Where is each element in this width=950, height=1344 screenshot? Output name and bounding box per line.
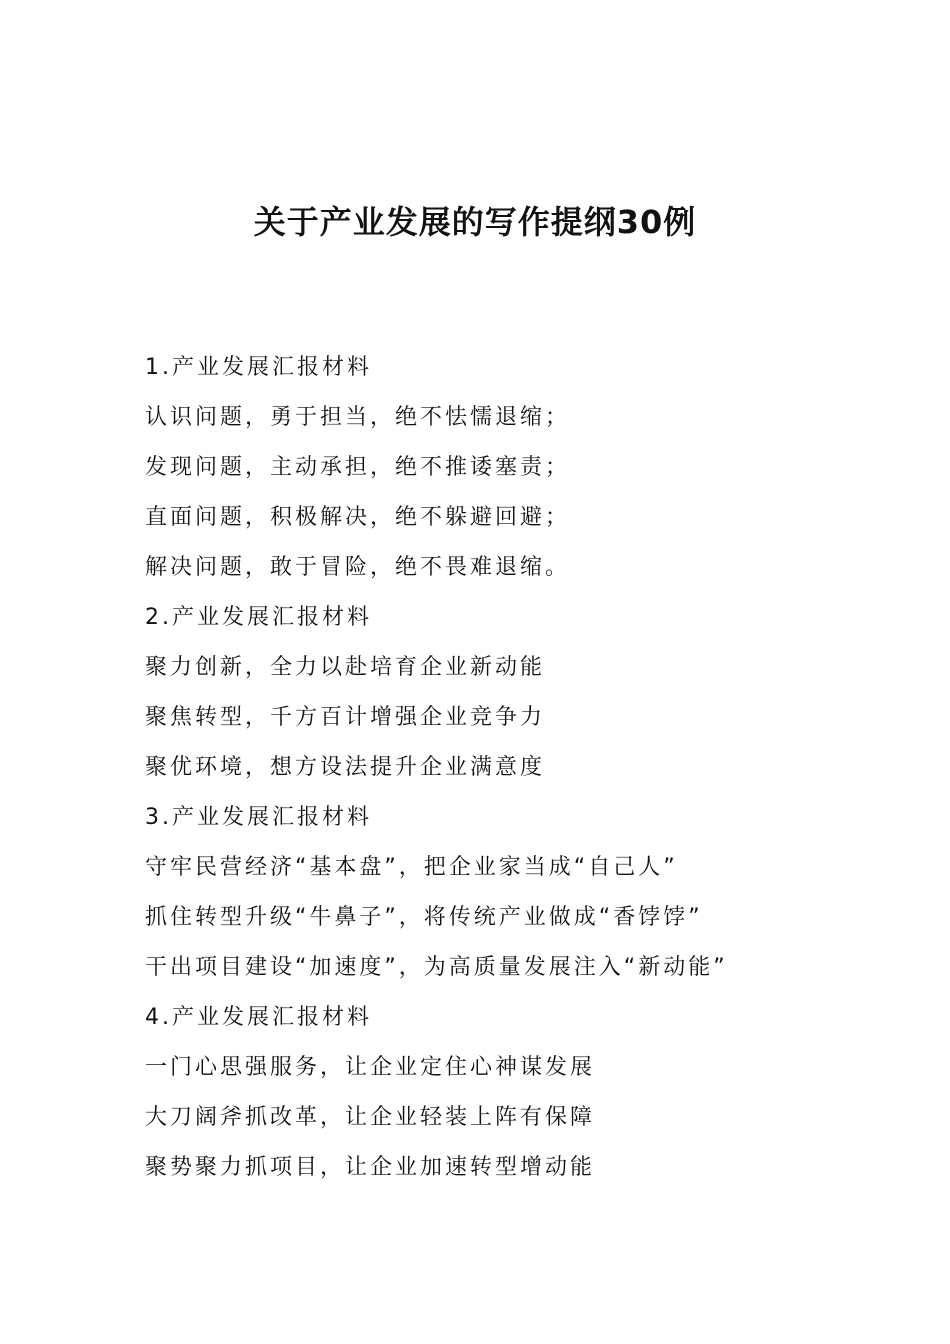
section-heading-3: 3.产业发展汇报材料 [145,805,372,830]
section-2-line-1: 聚力创新，全力以赴培育企业新动能 [145,655,546,680]
section-1-line-1: 认识问题，勇于担当，绝不怯懦退缩； [145,405,571,430]
section-2-line-3: 聚优环境，想方设法提升企业满意度 [145,755,546,780]
section-3-line-1: 守牢民营经济“基本盘”，把企业家当成“自己人” [145,855,678,880]
section-2-line-2: 聚焦转型，千方百计增强企业竞争力 [145,705,546,730]
section-3-line-2: 抓住转型升级“牛鼻子”，将传统产业做成“香饽饽” [145,905,703,930]
section-heading-1: 1.产业发展汇报材料 [145,355,372,380]
section-4-line-2: 大刀阔斧抓改革，让企业轻装上阵有保障 [145,1105,596,1130]
section-heading-4: 4.产业发展汇报材料 [145,1005,372,1030]
section-1-line-4: 解决问题，敢于冒险，绝不畏难退缩。 [145,555,571,580]
section-4-line-3: 聚势聚力抓项目，让企业加速转型增动能 [145,1155,596,1180]
document-body [145,343,865,1193]
section-3-line-3: 干出项目建设“加速度”，为高质量发展注入“新动能” [145,955,728,980]
document-title: 关于产业发展的写作提纲30例 [253,203,697,241]
section-heading-2: 2.产业发展汇报材料 [145,605,372,630]
section-4-line-1: 一门心思强服务，让企业定住心神谋发展 [145,1055,596,1080]
section-1-line-2: 发现问题，主动承担，绝不推诿塞责； [145,455,571,480]
section-1-line-3: 直面问题，积极解决，绝不躲避回避； [145,505,571,530]
